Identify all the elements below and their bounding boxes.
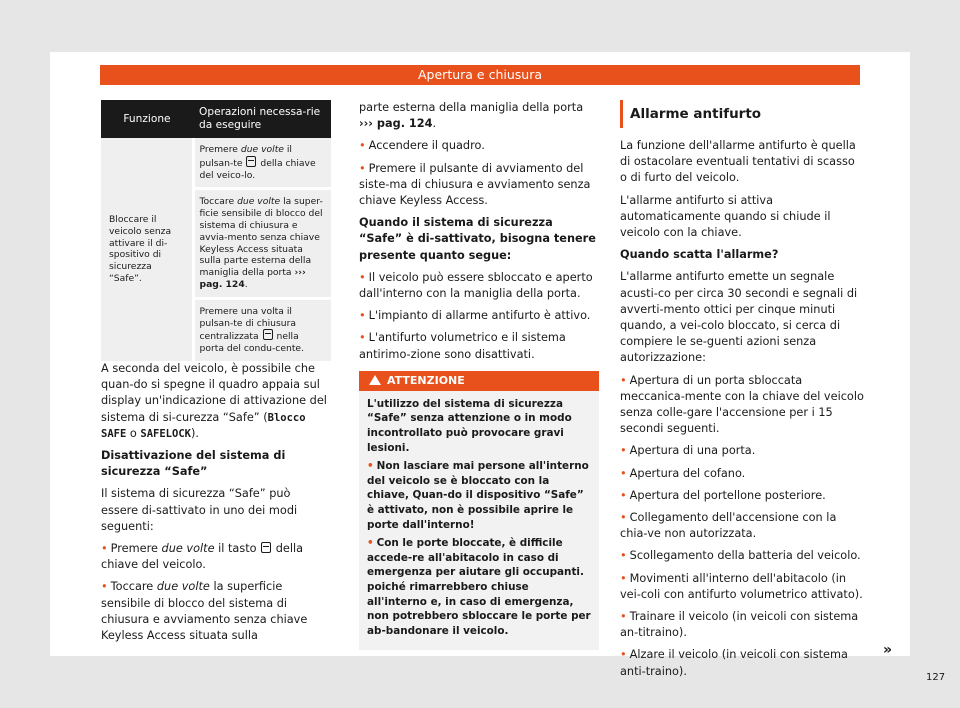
list-item: • Apertura di una porta. (620, 444, 756, 458)
lock-key-icon (261, 542, 271, 553)
warning-paragraph: L'utilizzo del sistema di sicurezza “Safe” senza attenzione o in modo incontrollato può provocare gravi lesioni. (367, 397, 572, 454)
paragraph: La funzione dell'allarme antifurto è quella di ostacolare eventuali tentativi di scasso o di furto del veicolo. (620, 139, 856, 185)
paragraph: Il sistema di sicurezza “Safe” può essere di-sattivato in uno dei modi seguenti: (101, 487, 298, 533)
paragraph: L'allarme antifurto emette un segnale acusti-co per circa 30 secondi e segnali di avverti-mento ottici per cinque minuti quando, a vei-colo bloccato, si cerca di compiere le se-guenti azioni senza autorizzazione: (620, 270, 858, 365)
intro-paragraph: A seconda del veicolo, è possibile che quan-do si spegne il quadro appaia sul display un'indicazione di attivazione del sistema di si-curezza “Safe” (Blocco SAFE o SAFELOCK). (101, 361, 327, 440)
list-item: • Collegamento dell'accensione con la chia-ve non autorizzata. (620, 511, 837, 541)
page-header: Apertura e chiusura (100, 65, 860, 85)
paragraph: L'allarme antifurto si attiva automaticamente quando si chiude il veicolo con la chiave. (620, 193, 831, 240)
table-cell-function: Bloccare il veicolo senza attivare il di-spositivo di sicurezza “Safe”. (101, 138, 193, 361)
column-middle (359, 100, 599, 650)
warning-item: • Non lasciare mai persone all'interno del veicolo se è bloccato con la chiave, Quan-do il dispositivo “Safe” è attivato, non è possibile aprire le porte dall'interno! (367, 460, 589, 531)
warning-triangle-icon (369, 375, 381, 385)
warning-header: ATTENZIONE (359, 371, 599, 391)
list-item: • Movimenti all'interno dell'abitacolo (in vei-coli con antifurto volumetrico attivato). (620, 571, 863, 601)
list-item: • Toccare due volte la superficie sensibile di blocco del sistema di chiusura e avviamento senza chiave Keyless Access situata sulla (101, 580, 308, 642)
table-header-operations: Operazioni necessa-rie da eseguire (193, 100, 331, 138)
warning-box (359, 371, 599, 651)
lock-key-icon (263, 329, 273, 340)
list-item: • L'antifurto volumetrico e il sistema antirimo-zione sono disattivati. (359, 331, 566, 361)
alarm-list (620, 373, 865, 680)
list-item: • Accendere il quadro. (359, 139, 485, 153)
list-item: • Scollegamento della batteria del veicolo. (620, 549, 861, 563)
section-title: Allarme antifurto (620, 100, 865, 128)
lock-key-icon (246, 156, 256, 167)
list-item: • Apertura di un porta sbloccata meccanica-mente con la chiave del veicolo senza colle-gare l'accensione per i 15 secondi seguenti. (620, 373, 864, 436)
table-cell-op3: Premere una volta il pulsan-te di chiusura centralizzata nella porta del condu-cente. (193, 298, 331, 361)
warning-body (359, 391, 599, 651)
list-item: • Trainare il veicolo (in veicoli con sistema an-titraino). (620, 610, 859, 640)
page-ref-link[interactable]: ››› pag. 124 (199, 267, 306, 290)
table-cell-op2: Toccare due volte la super-ficie sensibile di blocco del sistema di chiusura e avvia-mento senza chiave Keyless Access situata sulla parte esterna della maniglia della porta ››› pag. 124. (193, 189, 331, 298)
page-ref-link[interactable]: ››› pag. 124 (359, 117, 433, 131)
table-header-function: Funzione (101, 100, 193, 138)
page-number: 127 (926, 672, 946, 683)
table-cell-op1: Premere due volte il pulsan-te della chiave del veico-lo. (193, 138, 331, 189)
warning-item: • Con le porte bloccate, è difficile accede-re all'abitacolo in caso di emergenza per aiutare gli occupanti. poiché rimarrebbero chiuse all'interno e, in caso di emergenza, non potrebbero sbloccare le porte per ab-bandonare il veicolo. (367, 537, 591, 637)
list-item: • Apertura del portellone posteriore. (620, 488, 826, 502)
manual-page (50, 52, 946, 683)
section-heading: Quando scatta l'allarme? (620, 248, 779, 262)
list-item: • Il veicolo può essere sbloccato e aperto dall'interno con la maniglia della porta. (359, 270, 593, 301)
continue-marker: » (883, 642, 893, 658)
function-table (101, 100, 331, 361)
list-item: • L'impianto di allarme antifurto è attivo. (359, 309, 591, 323)
section-heading: Disattivazione del sistema di sicurezza “Safe” (101, 448, 286, 479)
list-item: • Premere il pulsante di avviamento del siste-ma di chiusura e avviamento senza chiave Keyless Access. (359, 161, 591, 208)
list-item: • Premere due volte il tasto della chiave del veicolo. (101, 541, 304, 572)
column-right (620, 100, 865, 686)
list-item: • Apertura del cofano. (620, 466, 746, 480)
paragraph: parte esterna della maniglia della porta ››› pag. 124. (359, 101, 584, 131)
section-heading: Quando il sistema di sicurezza “Safe” è di-sattivato, bisogna tenere presente quanto segue: (359, 216, 596, 262)
column-left (101, 100, 331, 650)
list-item: • Alzare il veicolo (in veicoli con sistema anti-traino). (620, 648, 848, 678)
